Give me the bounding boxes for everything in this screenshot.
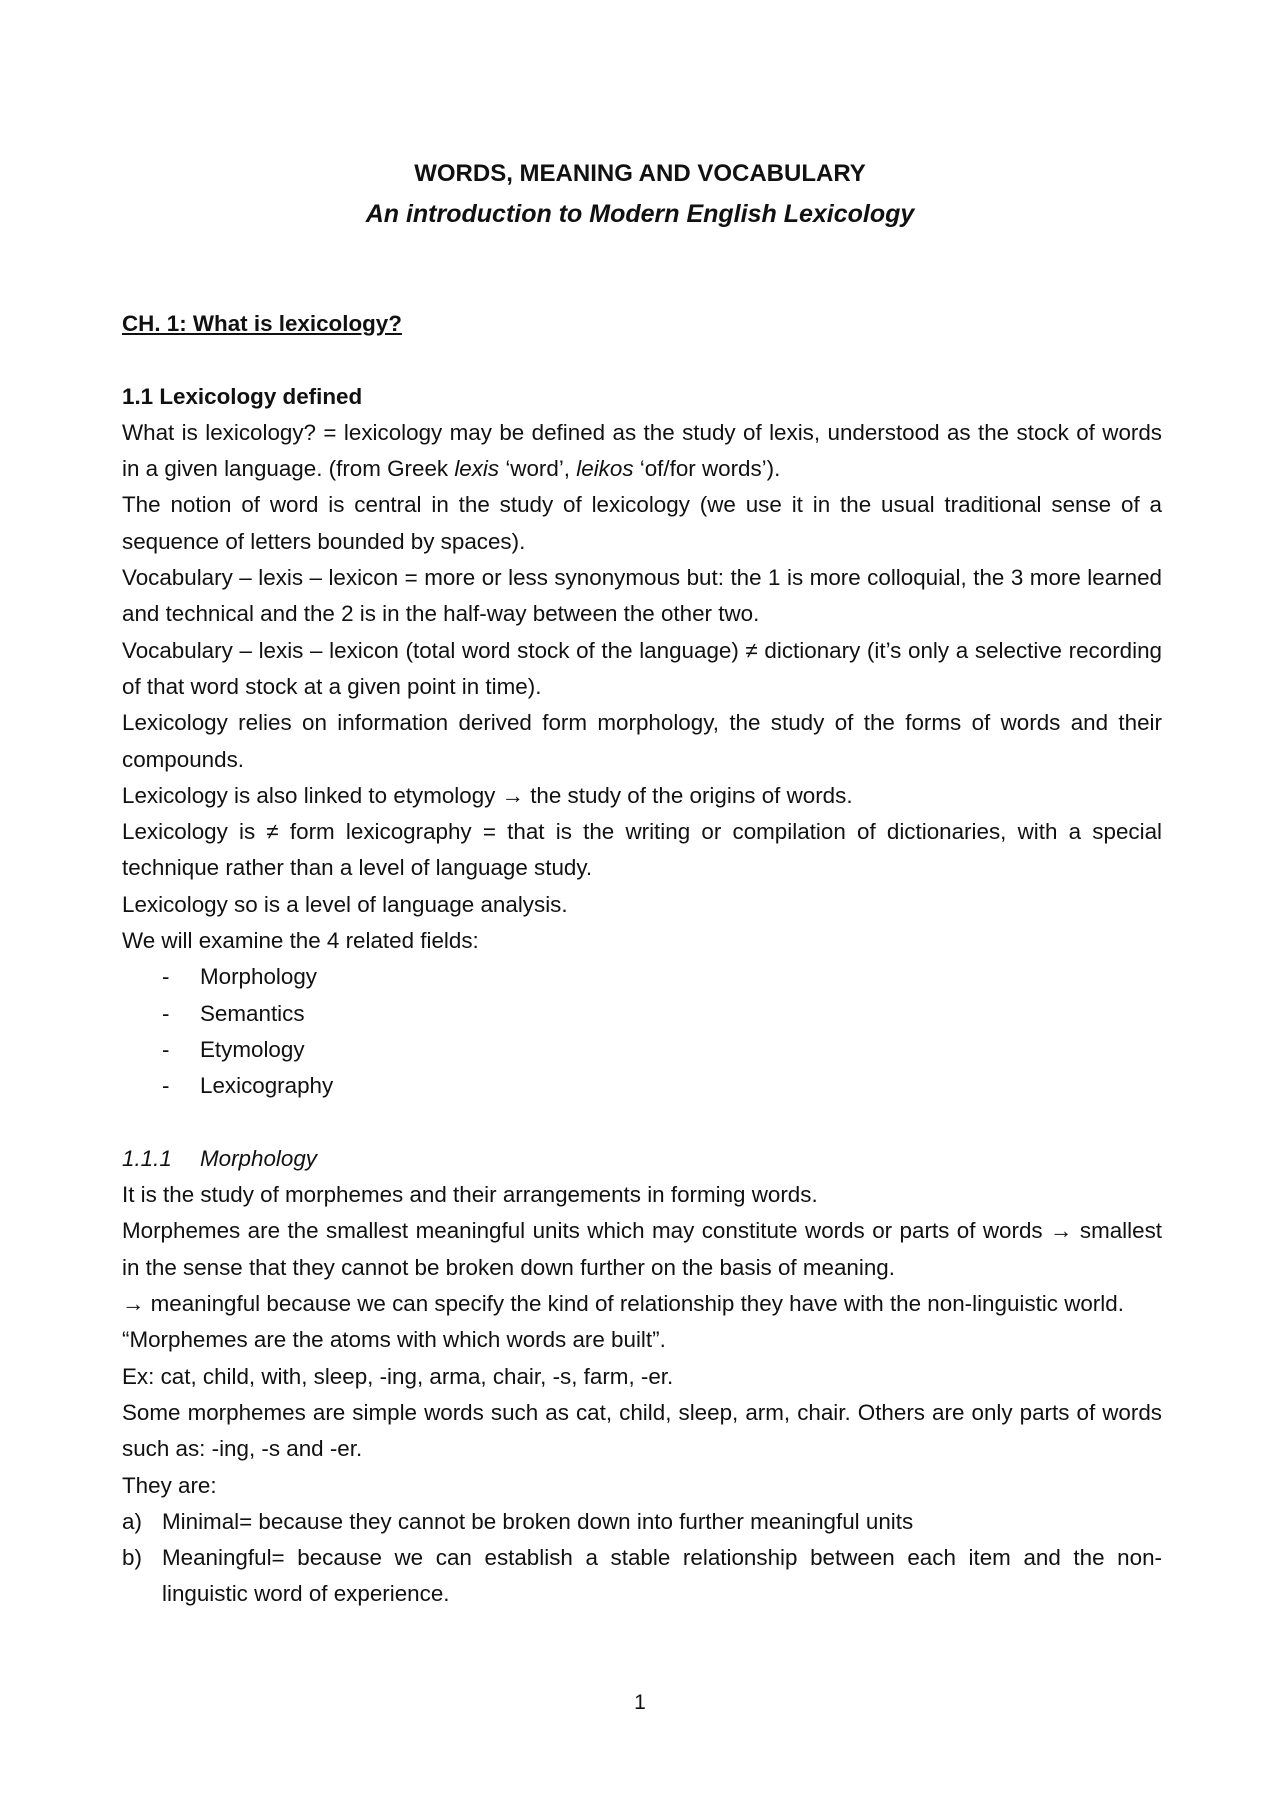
paragraph-text: ‘of/for words’). — [633, 456, 781, 482]
list-item — [122, 996, 1162, 1032]
subsection-number: 1.1.1 — [122, 1145, 172, 1171]
list-item — [122, 1032, 1162, 1068]
dash-bullet: - — [162, 1000, 170, 1026]
properties-list — [122, 1504, 1162, 1613]
dash-bullet: - — [162, 1036, 170, 1062]
term-leikos: leikos — [576, 456, 634, 482]
document-body — [122, 306, 1162, 1613]
list-item — [122, 1068, 1162, 1104]
paragraph: We will examine the 4 related fields: — [122, 928, 479, 954]
list-item-text: Semantics — [200, 1000, 305, 1026]
spacer — [122, 1105, 1162, 1141]
paragraph: Lexicology so is a level of language analysis. — [122, 891, 568, 917]
paragraph: It is the study of morphemes and their arrangements in forming words. — [122, 1182, 818, 1208]
spacer — [122, 342, 1162, 378]
list-marker: a) — [122, 1508, 142, 1534]
list-item — [122, 1504, 1162, 1540]
list-item — [122, 959, 1162, 995]
paragraph-definition — [122, 415, 1162, 488]
list-item-text: Minimal= because they cannot be broken down into further meaningful units — [162, 1508, 914, 1534]
paragraph: The notion of word is central in the study of lexicology (we use it in the usual traditional sense of a sequence of letters bounded by spaces). — [122, 492, 1162, 554]
list-item-text: Lexicography — [200, 1073, 334, 1099]
paragraph: Lexicology relies on information derived form morphology, the study of the forms of words and their compounds. — [122, 710, 1162, 772]
fields-list — [122, 959, 1162, 1104]
dash-bullet: - — [162, 964, 170, 990]
paragraph: Vocabulary – lexis – lexicon (total word stock of the language) ≠ dictionary (it’s only a selective recording of that word stock at a given point in time). — [122, 637, 1162, 699]
chapter-heading: CH. 1: What is lexicology? — [122, 311, 402, 336]
document-title: WORDS, MEANING AND VOCABULARY — [414, 160, 866, 187]
paragraph-quote: “Morphemes are the atoms with which words are built”. — [122, 1327, 666, 1353]
list-item-text: Meaningful= because we can establish a stable relationship between each item and the non-linguistic word of experience. — [162, 1545, 1162, 1607]
paragraph: → meaningful because we can specify the kind of relationship they have with the non-linguistic world. — [122, 1291, 1124, 1317]
paragraph-text: What is lexicology? = lexicology may be defined as the study of lexis, understood as the stock of words in a given language. (from Greek — [122, 419, 1162, 482]
list-item-text: Etymology — [200, 1036, 305, 1062]
paragraph: Some morphemes are simple words such as cat, child, sleep, arm, chair. Others are only parts of words such as: -ing, -s and -er. — [122, 1399, 1162, 1462]
paragraph: Lexicology is also linked to etymology → the study of the origins of words. — [122, 782, 853, 808]
page-number: 1 — [634, 1691, 646, 1714]
list-item-text: Morphology — [200, 964, 317, 990]
paragraph: They are: — [122, 1472, 217, 1498]
paragraph: Lexicology is ≠ form lexicography = that is the writing or compilation of dictionaries, with a special technique rather than a level of language study. — [122, 819, 1162, 881]
paragraph: Morphemes are the smallest meaningful units which may constitute words or parts of words → smallest in the sense that they cannot be broken down further on the basis of meaning. — [122, 1218, 1162, 1280]
subsection-heading — [122, 1141, 1162, 1177]
list-item — [122, 1540, 1162, 1613]
dash-bullet: - — [162, 1073, 170, 1099]
section-heading: 1.1 Lexicology defined — [122, 383, 363, 409]
list-marker: b) — [122, 1545, 142, 1571]
paragraph-example: Ex: cat, child, with, sleep, -ing, arma, chair, -s, farm, -er. — [122, 1363, 674, 1389]
paragraph-text: ‘word’, — [499, 456, 577, 482]
document-subtitle: An introduction to Modern English Lexicology — [365, 200, 915, 228]
paragraph: Vocabulary – lexis – lexicon = more or less synonymous but: the 1 is more colloquial, the 3 more learned and technical and the 2 is in the half-way between the other two. — [122, 565, 1162, 627]
subsection-title: Morphology — [200, 1145, 317, 1171]
term-lexis: lexis — [454, 456, 500, 482]
